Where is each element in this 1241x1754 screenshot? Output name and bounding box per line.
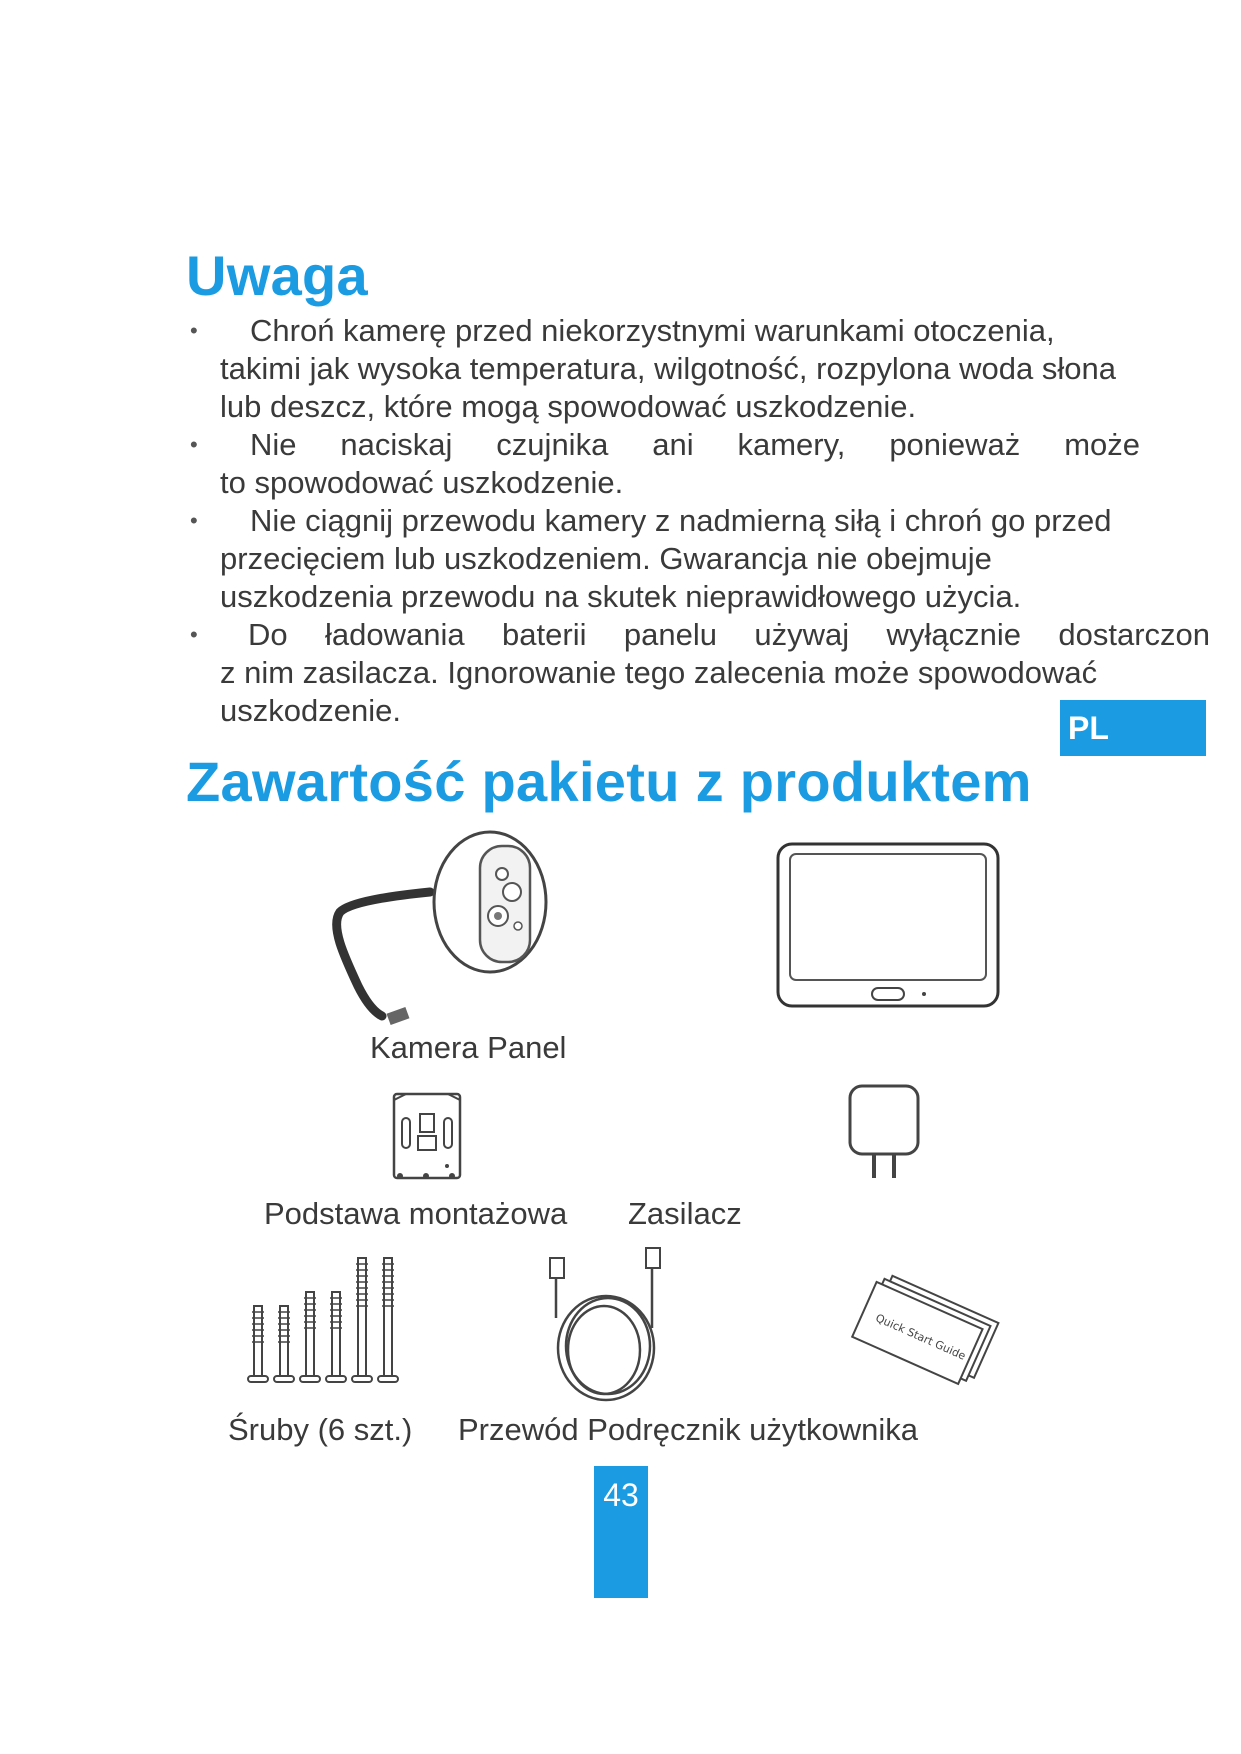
camera-illustration (330, 826, 550, 1026)
caption-screws: Śruby (6 szt.) (228, 1412, 413, 1447)
panel-illustration (776, 842, 1000, 1008)
page-number: 43 (594, 1466, 648, 1598)
warning-item-line-rest: z nim zasilacza. Ignorowanie tego zalecenia może spowodować uszkodzenie. (220, 655, 1098, 728)
caption-camera-panel: Kamera Panel (370, 1030, 567, 1065)
caption-cable-and-guide: Przewód Podręcznik użytkownika (458, 1412, 919, 1447)
warning-heading: Uwaga (186, 244, 368, 307)
warning-item-line-first: Chroń kamerę przed niekorzystnymi warunkami otoczenia, (250, 313, 1055, 348)
caption-mounting-base: Podstawa montażowa (264, 1196, 568, 1231)
warning-item-line-rest: to spowodować uszkodzenie. (220, 465, 624, 500)
package-heading: Zawartość pakietu z produktem (186, 750, 1032, 813)
caption-power-adapter: Zasilacz (628, 1196, 742, 1231)
guide-cover-text: Quick Start Guide (873, 1311, 968, 1363)
mounting-base-illustration (392, 1088, 464, 1184)
bullet-dot-icon: • (190, 622, 198, 647)
warning-item-line-rest: takimi jak wysoka temperatura, wilgotność, rozpylona woda słona lub deszcz, które mogą spowodować uszkodzenie. (220, 351, 1116, 424)
warning-item-line-first: Nie ciągnij przewodu kamery z nadmierną siłą i chroń go przed (250, 503, 1112, 538)
warning-item (188, 312, 1140, 426)
bullet-dot-icon: • (190, 508, 198, 533)
language-tab: PL (1060, 700, 1206, 756)
warning-item-line-first: Do ładowania baterii panelu używaj wyłącznie dostarczon (248, 617, 1210, 652)
warning-item-line-rest: przecięciem lub uszkodzeniem. Gwarancja nie obejmuje uszkodzenia przewodu na skutek nieprawidłowego użycia. (220, 541, 1022, 614)
warning-item (188, 616, 1210, 730)
warning-list (188, 312, 1228, 730)
cable-illustration (536, 1248, 676, 1408)
warning-item (188, 426, 1140, 502)
power-adapter-illustration (846, 1082, 922, 1182)
warning-item-line-first: Nie naciskaj czujnika ani kamery, ponieważ może (250, 427, 1140, 462)
bullet-dot-icon: • (190, 432, 198, 457)
bullet-dot-icon: • (190, 318, 198, 343)
user-guide-illustration (850, 1278, 1000, 1388)
screws-illustration (244, 1252, 404, 1392)
warning-item (188, 502, 1160, 616)
